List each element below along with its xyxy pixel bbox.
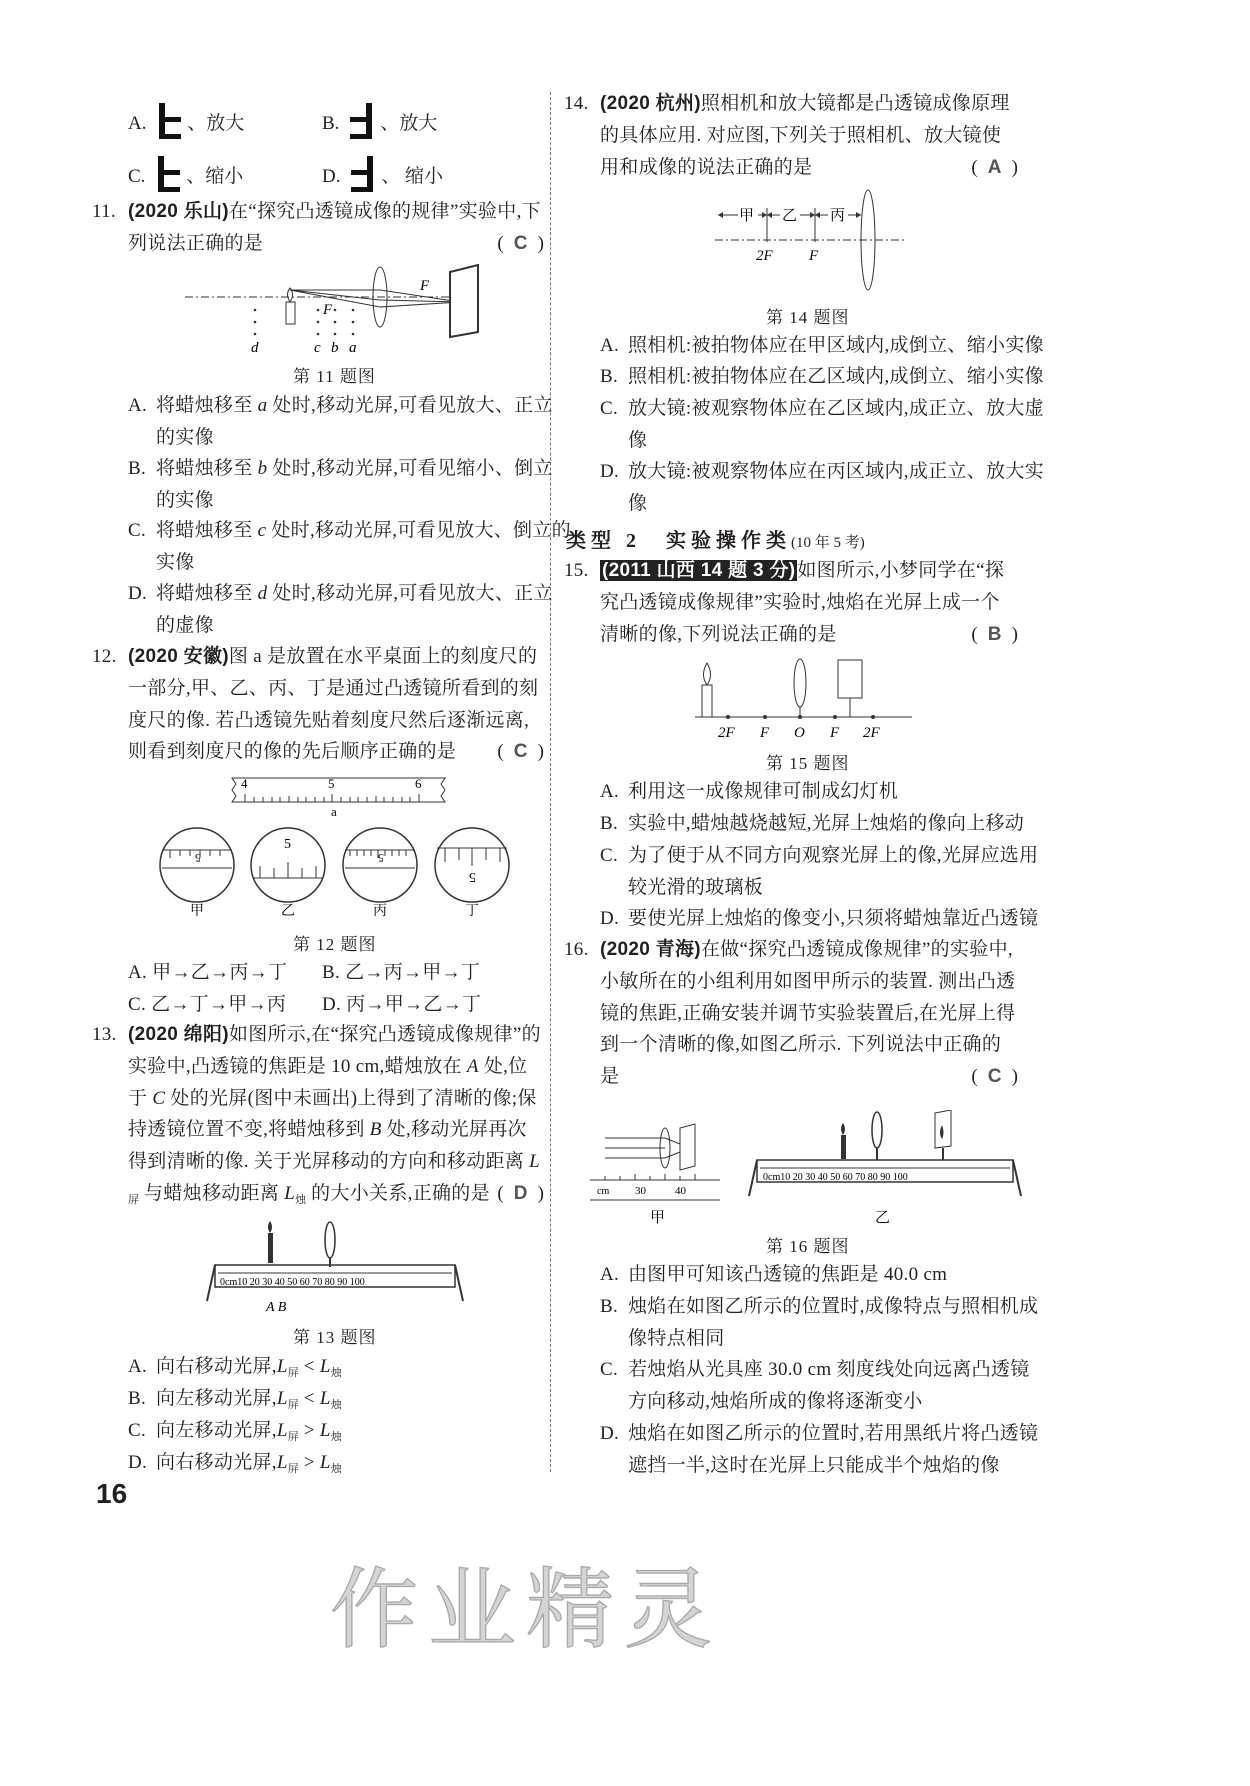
option-text: 放大镜:被观察物体应在丙区域内,成正立、放大实像 <box>628 461 1044 514</box>
question-text: 处,位于 <box>128 1055 528 1109</box>
option-text: 、放大 <box>187 113 245 134</box>
scale-label: cm <box>597 1186 610 1197</box>
answer: ( C ) <box>497 736 544 768</box>
question-text: 处的光屏(图中未画出)上得到了清晰的像;保持透镜位置不变,将蜡烛移到 <box>128 1087 537 1141</box>
option-text: 、 缩小 <box>381 166 443 187</box>
option-a <box>600 330 1046 362</box>
subscript: 屏 <box>287 1399 299 1411</box>
region-jia-label: 甲 <box>739 208 755 224</box>
svg-text:5: 5 <box>469 869 476 884</box>
option-c <box>600 1354 1046 1418</box>
option-b <box>128 453 572 517</box>
scale-label: 30 <box>635 1185 646 1197</box>
axis-label-2f: 2F <box>756 248 773 264</box>
option-text: 要使光屏上烛焰的像变小,只须将蜡烛靠近凸透镜 <box>628 908 1039 929</box>
variable: C <box>152 1087 166 1109</box>
option-label: C. <box>128 1420 147 1441</box>
option-text: 向左移动光屏, <box>156 1388 277 1409</box>
subscript: 屏 <box>287 1431 299 1443</box>
variable: c <box>257 520 267 541</box>
view-label: 乙 <box>281 904 295 918</box>
convex-lens <box>794 659 806 707</box>
option-text: 处时,移动光屏,可看见放大、正立的虚像 <box>156 583 553 636</box>
variable: a <box>257 395 268 416</box>
option-d <box>600 456 1046 520</box>
option-text: 向左移动光屏, <box>156 1420 277 1441</box>
answer: ( C ) <box>497 228 544 260</box>
option-b <box>600 808 1046 840</box>
option-text: 放大镜:被观察物体应在乙区域内,成正立、放大虚像 <box>628 398 1044 451</box>
ruler <box>232 778 445 802</box>
figure-caption: 第 16 题图 <box>766 1237 850 1256</box>
question-16 <box>564 934 1018 1093</box>
option-c <box>128 989 286 1021</box>
figure-16-yi <box>745 1110 1025 1230</box>
option-text: 丙→甲→乙→丁 <box>346 994 482 1015</box>
question-text: 在“探究凸透镜成像的规律”实验中,下列说法正确的是 <box>128 201 541 254</box>
option-d <box>128 1447 572 1486</box>
figure-jia-label: 甲 <box>650 1210 666 1226</box>
question-source: (2020 青海) <box>600 939 701 960</box>
subscript: 烛 <box>330 1399 342 1411</box>
variable: L <box>284 1182 296 1204</box>
option-label: A. <box>600 781 620 802</box>
subscript: 烛 <box>330 1367 342 1379</box>
subscript: 屏 <box>128 1193 139 1206</box>
option-label: B. <box>322 962 341 983</box>
figure-caption: 第 11 题图 <box>293 367 376 386</box>
option-c <box>600 840 1046 904</box>
variable: d <box>257 583 268 604</box>
option-label: A. <box>600 335 620 356</box>
convex-lens <box>872 1112 882 1148</box>
svg-text:5: 5 <box>195 851 201 865</box>
subscript: 烛 <box>330 1463 342 1475</box>
option-label: B. <box>128 458 147 479</box>
flame-icon <box>841 1123 845 1135</box>
convex-lens <box>325 1222 335 1258</box>
section-title: 类型 2 实验操作类 <box>566 530 791 552</box>
question-text: 照相机和放大镜都是凸透镜成像原理的具体应用. 对应图,下列关于照相机、放大镜使用和成像的说法正确的是 <box>600 93 1010 178</box>
option-text: 将蜡烛移至 <box>156 458 258 479</box>
figure-12 <box>150 768 530 918</box>
option-label: C. <box>600 398 619 419</box>
variable: B <box>369 1119 382 1141</box>
watermark: 作业精灵 <box>330 1560 723 1659</box>
option-d <box>322 154 443 194</box>
ruler-tick-label: 6 <box>415 776 422 791</box>
figure-a-label: a <box>331 804 337 819</box>
figure-13 <box>200 1215 470 1320</box>
question-source: (2020 杭州) <box>600 93 701 114</box>
option-text: 将蜡烛移至 <box>156 583 258 604</box>
question-number: 15. <box>564 560 589 581</box>
focus-label: F <box>420 278 430 294</box>
light-screen <box>680 1124 695 1170</box>
option-b <box>322 957 480 989</box>
svg-text:5: 5 <box>378 851 384 865</box>
question-number: 11. <box>92 201 116 222</box>
lens-view-ding <box>435 828 509 902</box>
option-label: B. <box>322 113 340 134</box>
question-13 <box>92 1019 544 1217</box>
variable: L <box>319 1388 331 1409</box>
view-label: 丙 <box>373 904 387 918</box>
mirrored-f-glyph-icon <box>344 101 380 141</box>
option-text: 甲→乙→丙→丁 <box>152 962 288 983</box>
bench-scale-label: 0cm10 20 30 40 50 60 70 80 90 100 <box>763 1172 908 1183</box>
option-label: D. <box>322 994 342 1015</box>
ruler-tick-label: 4 <box>241 776 248 791</box>
figure-14 <box>710 188 910 298</box>
option-label: D. <box>600 1423 620 1444</box>
axis-label-f: F <box>809 248 819 264</box>
figure-caption: 第 13 题图 <box>293 1328 377 1347</box>
position-ab-label: A B <box>266 1300 287 1315</box>
variable: L <box>529 1151 541 1173</box>
point-b-label: b <box>331 340 339 356</box>
option-label: C. <box>600 1359 619 1380</box>
focus-label: F <box>323 302 333 318</box>
option-a <box>600 1259 1046 1291</box>
option-label: A. <box>128 1356 148 1377</box>
subscript: 屏 <box>287 1367 299 1379</box>
variable: A <box>466 1055 479 1077</box>
option-text: 处时,移动光屏,可看见放大、倒立的实像 <box>156 520 571 573</box>
question-number: 13. <box>92 1024 117 1045</box>
variable: L <box>319 1452 331 1473</box>
option-text: 乙→丁→甲→丙 <box>151 994 287 1015</box>
answer: ( B ) <box>971 619 1018 651</box>
question-number: 14. <box>564 93 589 114</box>
question-source: (2020 乐山) <box>128 201 229 222</box>
answer-value: C <box>987 1066 1002 1088</box>
subscript: 屏 <box>287 1463 299 1475</box>
option-a <box>128 390 572 454</box>
lens-view-jia <box>160 828 234 902</box>
operator: < <box>298 1356 320 1377</box>
position-dots <box>254 309 355 336</box>
option-d <box>600 903 1046 935</box>
figure-16-jia <box>585 1110 725 1230</box>
option-text: 处时,移动光屏,可看见放大、正立的实像 <box>156 395 553 448</box>
figure-caption: 第 14 题图 <box>766 308 850 327</box>
question-text: 处,移动光屏再次得到清晰的像. 关于光屏移动的方向和移动距离 <box>128 1119 530 1173</box>
option-d <box>322 989 481 1021</box>
figure-11 <box>180 262 500 360</box>
axis-label: F <box>830 725 840 741</box>
subscript: 烛 <box>330 1431 342 1443</box>
option-text: 由图甲可知该凸透镜的焦距是 40.0 cm <box>628 1264 948 1285</box>
axis-label: 2F <box>718 725 735 741</box>
option-label: A. <box>128 395 148 416</box>
figure-caption: 第 12 题图 <box>293 935 377 954</box>
question-text: 与蜡烛移动距离 <box>139 1182 285 1204</box>
option-label: D. <box>600 461 620 482</box>
variable: L <box>276 1452 288 1473</box>
variable: L <box>276 1356 288 1377</box>
option-b <box>322 101 437 141</box>
figure-15 <box>690 655 920 745</box>
view-label: 甲 <box>190 904 204 918</box>
question-14 <box>564 88 1018 183</box>
point-d-label: d <box>251 340 259 356</box>
option-label: D. <box>322 166 341 187</box>
option-text: 处时,移动光屏,可看见缩小、倒立的实像 <box>156 458 553 511</box>
candle <box>286 302 295 324</box>
point-a-label: a <box>349 340 357 356</box>
option-text: 、缩小 <box>186 166 244 187</box>
variable: L <box>276 1420 288 1441</box>
option-label: D. <box>128 1452 148 1473</box>
operator: > <box>298 1452 320 1473</box>
option-text: 若烛焰从光具座 30.0 cm 刻度线处向远离凸透镜方向移动,烛焰所成的像将逐渐变小 <box>628 1359 1030 1412</box>
question-11 <box>92 196 544 260</box>
view-label: 丁 <box>465 904 479 918</box>
option-text: 向右移动光屏, <box>156 1452 277 1473</box>
option-label: A. <box>128 962 148 983</box>
option-label: D. <box>128 583 148 604</box>
option-text: 实验中,蜡烛越烧越短,光屏上烛焰的像向上移动 <box>628 813 1025 834</box>
region-yi-label: 乙 <box>782 208 798 224</box>
option-text: 将蜡烛移至 <box>156 520 258 541</box>
option-label: A. <box>128 113 147 134</box>
candle <box>841 1135 846 1159</box>
option-b <box>600 361 1046 393</box>
option-text: 为了便于从不同方向观察光屏上的像,光屏应选用较光滑的玻璃板 <box>628 845 1039 898</box>
question-number: 16. <box>564 939 589 960</box>
column-divider <box>550 92 551 1472</box>
variable: L <box>319 1420 331 1441</box>
flame-icon <box>268 1221 272 1233</box>
option-label: B. <box>600 1296 619 1317</box>
f-glyph-icon <box>151 101 187 141</box>
option-text: 向右移动光屏, <box>156 1356 277 1377</box>
answer: ( D ) <box>497 1178 544 1210</box>
question-number: 12. <box>92 646 117 667</box>
question-12 <box>92 641 544 768</box>
ruler-ticks <box>245 794 419 802</box>
option-d <box>600 1418 1046 1482</box>
option-text: 将蜡烛移至 <box>156 395 258 416</box>
option-text: 乙→丙→甲→丁 <box>345 962 481 983</box>
question-text: 的大小关系,正确的是 <box>306 1182 490 1204</box>
axis-label: F <box>760 725 770 741</box>
region-bing-label: 丙 <box>830 208 846 224</box>
question-text: 在做“探究凸透镜成像规律”的实验中,小敏所在的小组利用如图甲所示的装置. 测出凸透镜的焦距,正确安装并调节实验装置后,在光屏上得到一个清晰的像,如图乙所示. 下列说法中正确的是 <box>600 939 1016 1088</box>
page-number: 16 <box>96 1478 128 1509</box>
answer: ( A ) <box>971 152 1018 184</box>
light-screen <box>838 660 862 698</box>
answer-value: A <box>987 156 1002 178</box>
figure-yi-label: 乙 <box>875 1210 891 1226</box>
option-label: C. <box>600 845 619 866</box>
option-label: C. <box>128 994 147 1015</box>
option-c <box>600 393 1046 457</box>
option-a <box>600 776 1046 808</box>
option-text: 、放大 <box>380 113 438 134</box>
option-b <box>600 1291 1046 1355</box>
question-source: (2020 绵阳) <box>128 1024 229 1045</box>
answer-value: B <box>987 623 1002 645</box>
option-label: C. <box>128 520 147 541</box>
question-source: (2020 安徽) <box>128 646 229 667</box>
answer-value: D <box>513 1182 528 1204</box>
option-text: 烛焰在如图乙所示的位置时,若用黑纸片将凸透镜遮挡一半,这时在光屏上只能成半个烛焰的像 <box>628 1423 1039 1476</box>
question-text: 图 a 是放置在水平桌面上的刻度尺的一部分,甲、乙、丙、丁是通过凸透镜所看到的刻度尺的像. 若凸透镜先贴着刻度尺然后逐渐远离,则看到刻度尺的像的先后顺序正确的是 <box>128 646 539 763</box>
section-note: (10 年 5 考) <box>791 535 865 551</box>
question-source-tag: (2011 山西 14 题 3 分) <box>602 560 796 581</box>
option-c <box>128 154 243 194</box>
question-15 <box>564 555 1018 650</box>
option-label: B. <box>128 1388 147 1409</box>
lens-view-yi <box>251 828 325 902</box>
subscript: 烛 <box>295 1193 307 1206</box>
candle <box>702 685 712 717</box>
scale-label: 40 <box>675 1185 686 1197</box>
light-rays <box>290 290 460 307</box>
variable: L <box>319 1356 331 1377</box>
option-label: D. <box>600 908 620 929</box>
option-a <box>128 957 287 989</box>
option-a <box>128 101 244 141</box>
axis-label: O <box>794 725 805 741</box>
question-text: 如图所示,小梦同学在“探究凸透镜成像规律”实验时,烛焰在光屏上成一个清晰的像,下列说法正确的是 <box>600 560 1005 645</box>
svg-text:5: 5 <box>284 837 291 852</box>
option-label: C. <box>128 166 146 187</box>
option-d <box>128 578 572 642</box>
option-label: A. <box>600 1264 620 1285</box>
mirrored-f-glyph-icon <box>345 154 381 194</box>
variable: L <box>276 1388 288 1409</box>
parallel-rays <box>605 1138 665 1158</box>
option-text: 照相机:被拍物体应在乙区域内,成倒立、缩小实像 <box>628 366 1044 387</box>
section-header <box>566 524 865 553</box>
lens-view-bing <box>343 828 417 902</box>
axis-label: 2F <box>863 725 880 741</box>
candle <box>268 1233 273 1263</box>
f-glyph-icon <box>150 154 186 194</box>
option-label: B. <box>600 366 619 387</box>
flame-icon <box>704 663 711 685</box>
figure-caption: 第 15 题图 <box>766 754 850 773</box>
option-text: 照相机:被拍物体应在甲区域内,成倒立、缩小实像 <box>628 335 1044 356</box>
question-text: 如图所示,在“探究凸透镜成像规律”的实验中,凸透镜的焦距是 10 cm,蜡烛放在 <box>128 1024 541 1077</box>
operator: > <box>298 1420 320 1441</box>
point-c-label: c <box>314 340 321 356</box>
option-label: B. <box>600 813 619 834</box>
answer-value: C <box>513 741 528 763</box>
option-text: 烛焰在如图乙所示的位置时,成像特点与照相机成像特点相同 <box>628 1296 1039 1349</box>
answer: ( C ) <box>971 1061 1018 1093</box>
option-text: 利用这一成像规律可制成幻灯机 <box>628 781 899 802</box>
variable: b <box>257 458 268 479</box>
operator: < <box>298 1388 320 1409</box>
answer-value: C <box>513 232 528 254</box>
light-screen <box>450 265 478 337</box>
ruler-tick-label: 5 <box>328 776 335 791</box>
option-c <box>128 515 572 579</box>
bench-scale-label: 0cm10 20 30 40 50 60 70 80 90 100 <box>220 1277 365 1288</box>
